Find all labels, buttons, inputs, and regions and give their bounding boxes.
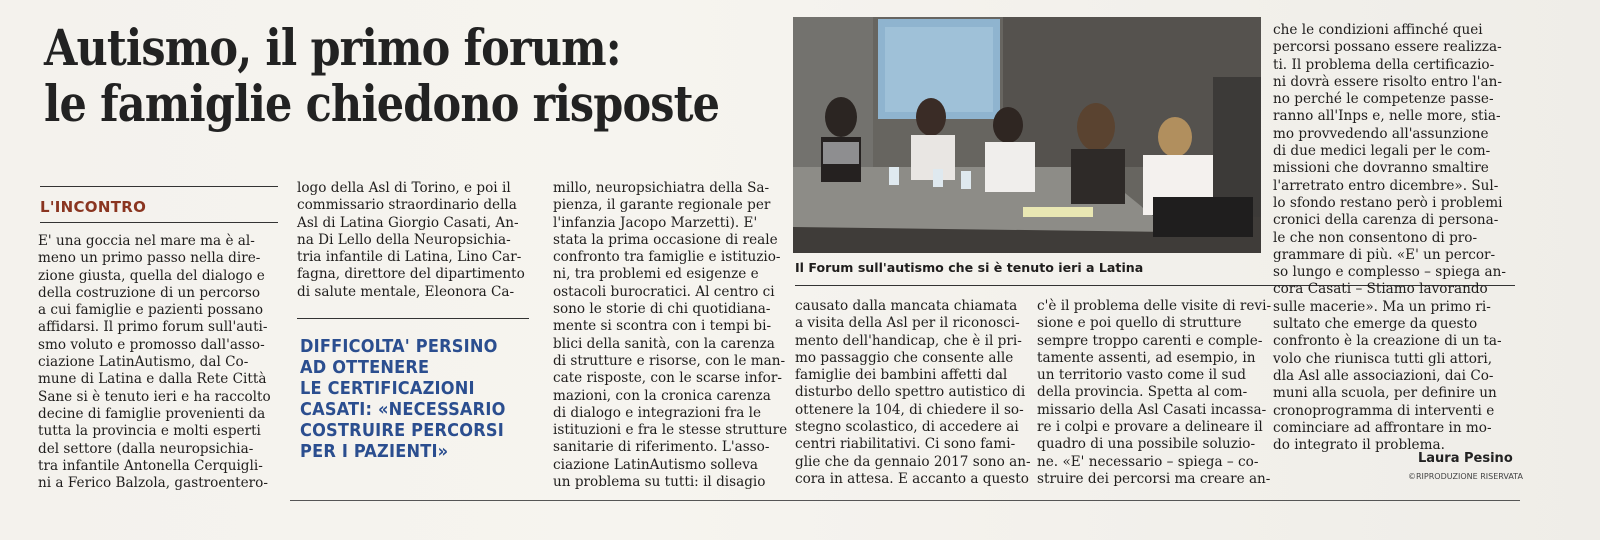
text-line: pienza, il garante regionale per <box>553 197 771 214</box>
text-line: quadro di una possibile soluzio- <box>1037 436 1256 453</box>
article-column-6 <box>1273 22 1523 454</box>
headline-line-2: le famiglie chiedono risposte <box>44 74 720 133</box>
text-line: di due medici legali per le com- <box>1273 143 1491 160</box>
text-line: disturbo dello spettro autistico di <box>795 384 1026 401</box>
text-line: della provincia. Spetta al com- <box>1037 384 1248 401</box>
text-line: stegno scolastico, di accedere ai <box>795 419 1019 436</box>
pull-quote-line: DIFFICOLTA' PERSINO <box>300 336 498 357</box>
text-line: sulle macerie». Ma un primo ri- <box>1273 298 1491 315</box>
text-line: a visita della Asl per il riconosci- <box>795 315 1020 332</box>
text-line: cora Casati – Stiamo lavorando <box>1273 281 1488 298</box>
text-line: che le condizioni affinché quei <box>1273 22 1483 38</box>
text-line: cate risposte, con le scarse infor- <box>553 370 782 387</box>
text-line: ti. Il problema della certificazio- <box>1273 56 1495 73</box>
pull-quote-rule <box>297 318 529 319</box>
text-line: decine di famiglie provenienti da <box>38 405 266 422</box>
text-line: muni alla scuola, per definire un <box>1273 385 1497 402</box>
text-line: mente si scontra con i tempi bi- <box>553 318 772 335</box>
text-line: mento dell'handicap, che è il pri- <box>795 332 1022 349</box>
text-line: ottenere la 104, di chiedere il so- <box>795 401 1024 418</box>
text-line: ne. «E' necessario – spiega – co- <box>1037 453 1259 470</box>
text-line: di strutture e risorse, con le man- <box>553 352 786 369</box>
text-line: l'infanzia Jacopo Marzetti). E' <box>553 214 758 231</box>
text-line: ranno all'Inps e, nelle more, stia- <box>1273 108 1501 125</box>
text-line: mo provvedendo all'assunzione <box>1273 125 1489 142</box>
text-line: mune di Latina e dalla Rete Città <box>38 371 267 388</box>
article-column-1 <box>38 233 284 492</box>
kicker-label: L'INCONTRO <box>40 198 147 216</box>
text-line: tutta la provincia e molti esperti <box>38 423 261 440</box>
text-line: affidarsi. Il primo forum sull'auti- <box>38 319 268 336</box>
text-line: c'è il problema delle visite di revi- <box>1037 298 1272 314</box>
text-line: sultato che emerge da questo <box>1273 316 1478 333</box>
text-line: l'arretrato entro dicembre». Sul- <box>1273 177 1499 194</box>
text-line: E' una goccia nel mare ma è al- <box>38 233 255 249</box>
text-line: tamente assenti, ad esempio, in <box>1037 349 1256 366</box>
headline-line-1: Autismo, il primo forum: <box>44 18 621 77</box>
text-line: zione giusta, quella del dialogo e <box>38 267 265 284</box>
text-line: centri riabilitativi. Ci sono fami- <box>795 436 1016 453</box>
pull-quote-line: COSTRUIRE PERCORSI <box>300 420 504 441</box>
text-line: glie che da gennaio 2017 sono an- <box>795 453 1031 470</box>
pull-quote-line: CASATI: «NECESSARIO <box>300 399 506 420</box>
text-line: istituzioni e fra le stesse strutture <box>553 422 788 439</box>
text-line: stata la prima occasione di reale <box>553 231 778 248</box>
text-line: della costruzione di un percorso <box>38 284 261 301</box>
text-line: blici della sanità, con la carenza <box>553 335 775 352</box>
text-line: ostacoli burocratici. Al centro ci <box>553 283 775 300</box>
text-line: di salute mentale, Eleonora Ca- <box>297 283 515 300</box>
text-line: di dialogo e integrazioni fra le <box>553 404 762 421</box>
text-line: tra infantile Antonella Cerquigli- <box>38 457 263 474</box>
text-line: mazioni, con la cronica carenza <box>553 387 771 404</box>
photo-caption: Il Forum sull'autismo che si è tenuto ieri a Latina <box>795 260 1144 275</box>
copyright-notice: ©RIPRODUZIONE RISERVATA <box>1408 472 1523 481</box>
text-line: missioni che dovranno smaltire <box>1273 160 1489 177</box>
pull-quote <box>300 336 530 462</box>
text-line: so lungo e complesso – spiega an- <box>1273 264 1506 281</box>
text-line: ni, tra problemi ed esigenze e <box>553 266 759 283</box>
kicker-top-rule <box>40 186 278 187</box>
text-line: cronici della carenza di persona- <box>1273 212 1499 229</box>
article-column-4 <box>795 298 1031 488</box>
text-line: Sane si è tenuto ieri e ha raccolto <box>38 388 271 405</box>
bottom-rule <box>290 500 1520 501</box>
article-column-2 <box>297 180 543 301</box>
text-line: ni a Ferico Balzola, gastroentero- <box>38 475 268 492</box>
text-line: meno un primo passo nella dire- <box>38 250 261 267</box>
text-line: volo che riunisca tutti gli attori, <box>1273 350 1493 367</box>
text-line: Asl di Latina Giorgio Casati, An- <box>297 214 519 231</box>
article-column-5 <box>1037 298 1273 488</box>
text-line: a cui famiglie e pazienti possano <box>38 302 264 319</box>
text-line: do integrato il problema. <box>1273 437 1445 454</box>
forum-photo <box>793 17 1261 253</box>
text-line: na Di Lello della Neuropsichia- <box>297 231 511 248</box>
text-line: missario della Asl Casati incassa- <box>1037 401 1267 418</box>
text-line: cora in attesa. E accanto a questo <box>795 470 1029 487</box>
text-line: fagna, direttore del dipartimento <box>297 266 525 283</box>
text-line: cronoprogramma di interventi e <box>1273 402 1495 419</box>
text-line: sanitarie di riferimento. L'asso- <box>553 439 770 456</box>
text-line: millo, neuropsichiatra della Sa- <box>553 180 770 196</box>
text-line: struire dei percorsi ma creare an- <box>1037 470 1271 487</box>
author-byline: Laura Pesino <box>1418 451 1513 466</box>
text-line: causato dalla mancata chiamata <box>795 298 1018 314</box>
text-line: sione e poi quello di strutture <box>1037 315 1242 332</box>
text-line: grammare di più. «E' un percor- <box>1273 246 1496 263</box>
text-line: ciazione LatinAutismo solleva <box>553 456 759 473</box>
forum-photo-graphic <box>793 17 1261 253</box>
text-line: del settore (dalla neuropsichia- <box>38 440 254 457</box>
text-line: confronto tra famiglie e istituzio- <box>553 249 781 266</box>
text-line: commissario straordinario della <box>297 197 517 214</box>
text-line: smo voluto e promosso dall'asso- <box>38 336 265 353</box>
text-line: ciazione LatinAutismo, dal Co- <box>38 354 249 371</box>
article-headline <box>44 18 720 133</box>
text-line: ni dovrà essere risolto entro l'an- <box>1273 73 1502 90</box>
text-line: cominciare ad affrontare in mo- <box>1273 419 1492 436</box>
text-line: tria infantile di Latina, Lino Car- <box>297 249 522 266</box>
text-line: lo sfondo restano però i problemi <box>1273 194 1503 211</box>
text-line: dla Asl alle associazioni, dai Co- <box>1273 367 1494 384</box>
text-line: re i colpi e provare a delineare il <box>1037 419 1263 436</box>
text-line: le che non consentono di pro- <box>1273 229 1478 246</box>
article-column-3 <box>553 180 789 491</box>
text-line: no perché le competenze passe- <box>1273 91 1494 108</box>
text-line: mo passaggio che consente alle <box>795 349 1014 366</box>
pull-quote-line: AD OTTENERE <box>300 357 430 378</box>
kicker-bottom-rule <box>40 222 278 223</box>
text-line: logo della Asl di Torino, e poi il <box>297 180 511 196</box>
text-line: sempre troppo carenti e comple- <box>1037 332 1263 349</box>
pull-quote-line: PER I PAZIENTI» <box>300 441 449 462</box>
text-line: sono le storie di chi quotidiana- <box>553 301 771 318</box>
text-line: confronto è la creazione di un ta- <box>1273 333 1502 350</box>
text-line: famiglie dei bambini affetti dal <box>795 367 1008 384</box>
pull-quote-line: LE CERTIFICAZIONI <box>300 378 475 399</box>
text-line: un territorio vasto come il sud <box>1037 367 1246 384</box>
text-line: percorsi possano essere realizza- <box>1273 39 1502 56</box>
text-line: un problema su tutti: il disagio <box>553 474 766 491</box>
